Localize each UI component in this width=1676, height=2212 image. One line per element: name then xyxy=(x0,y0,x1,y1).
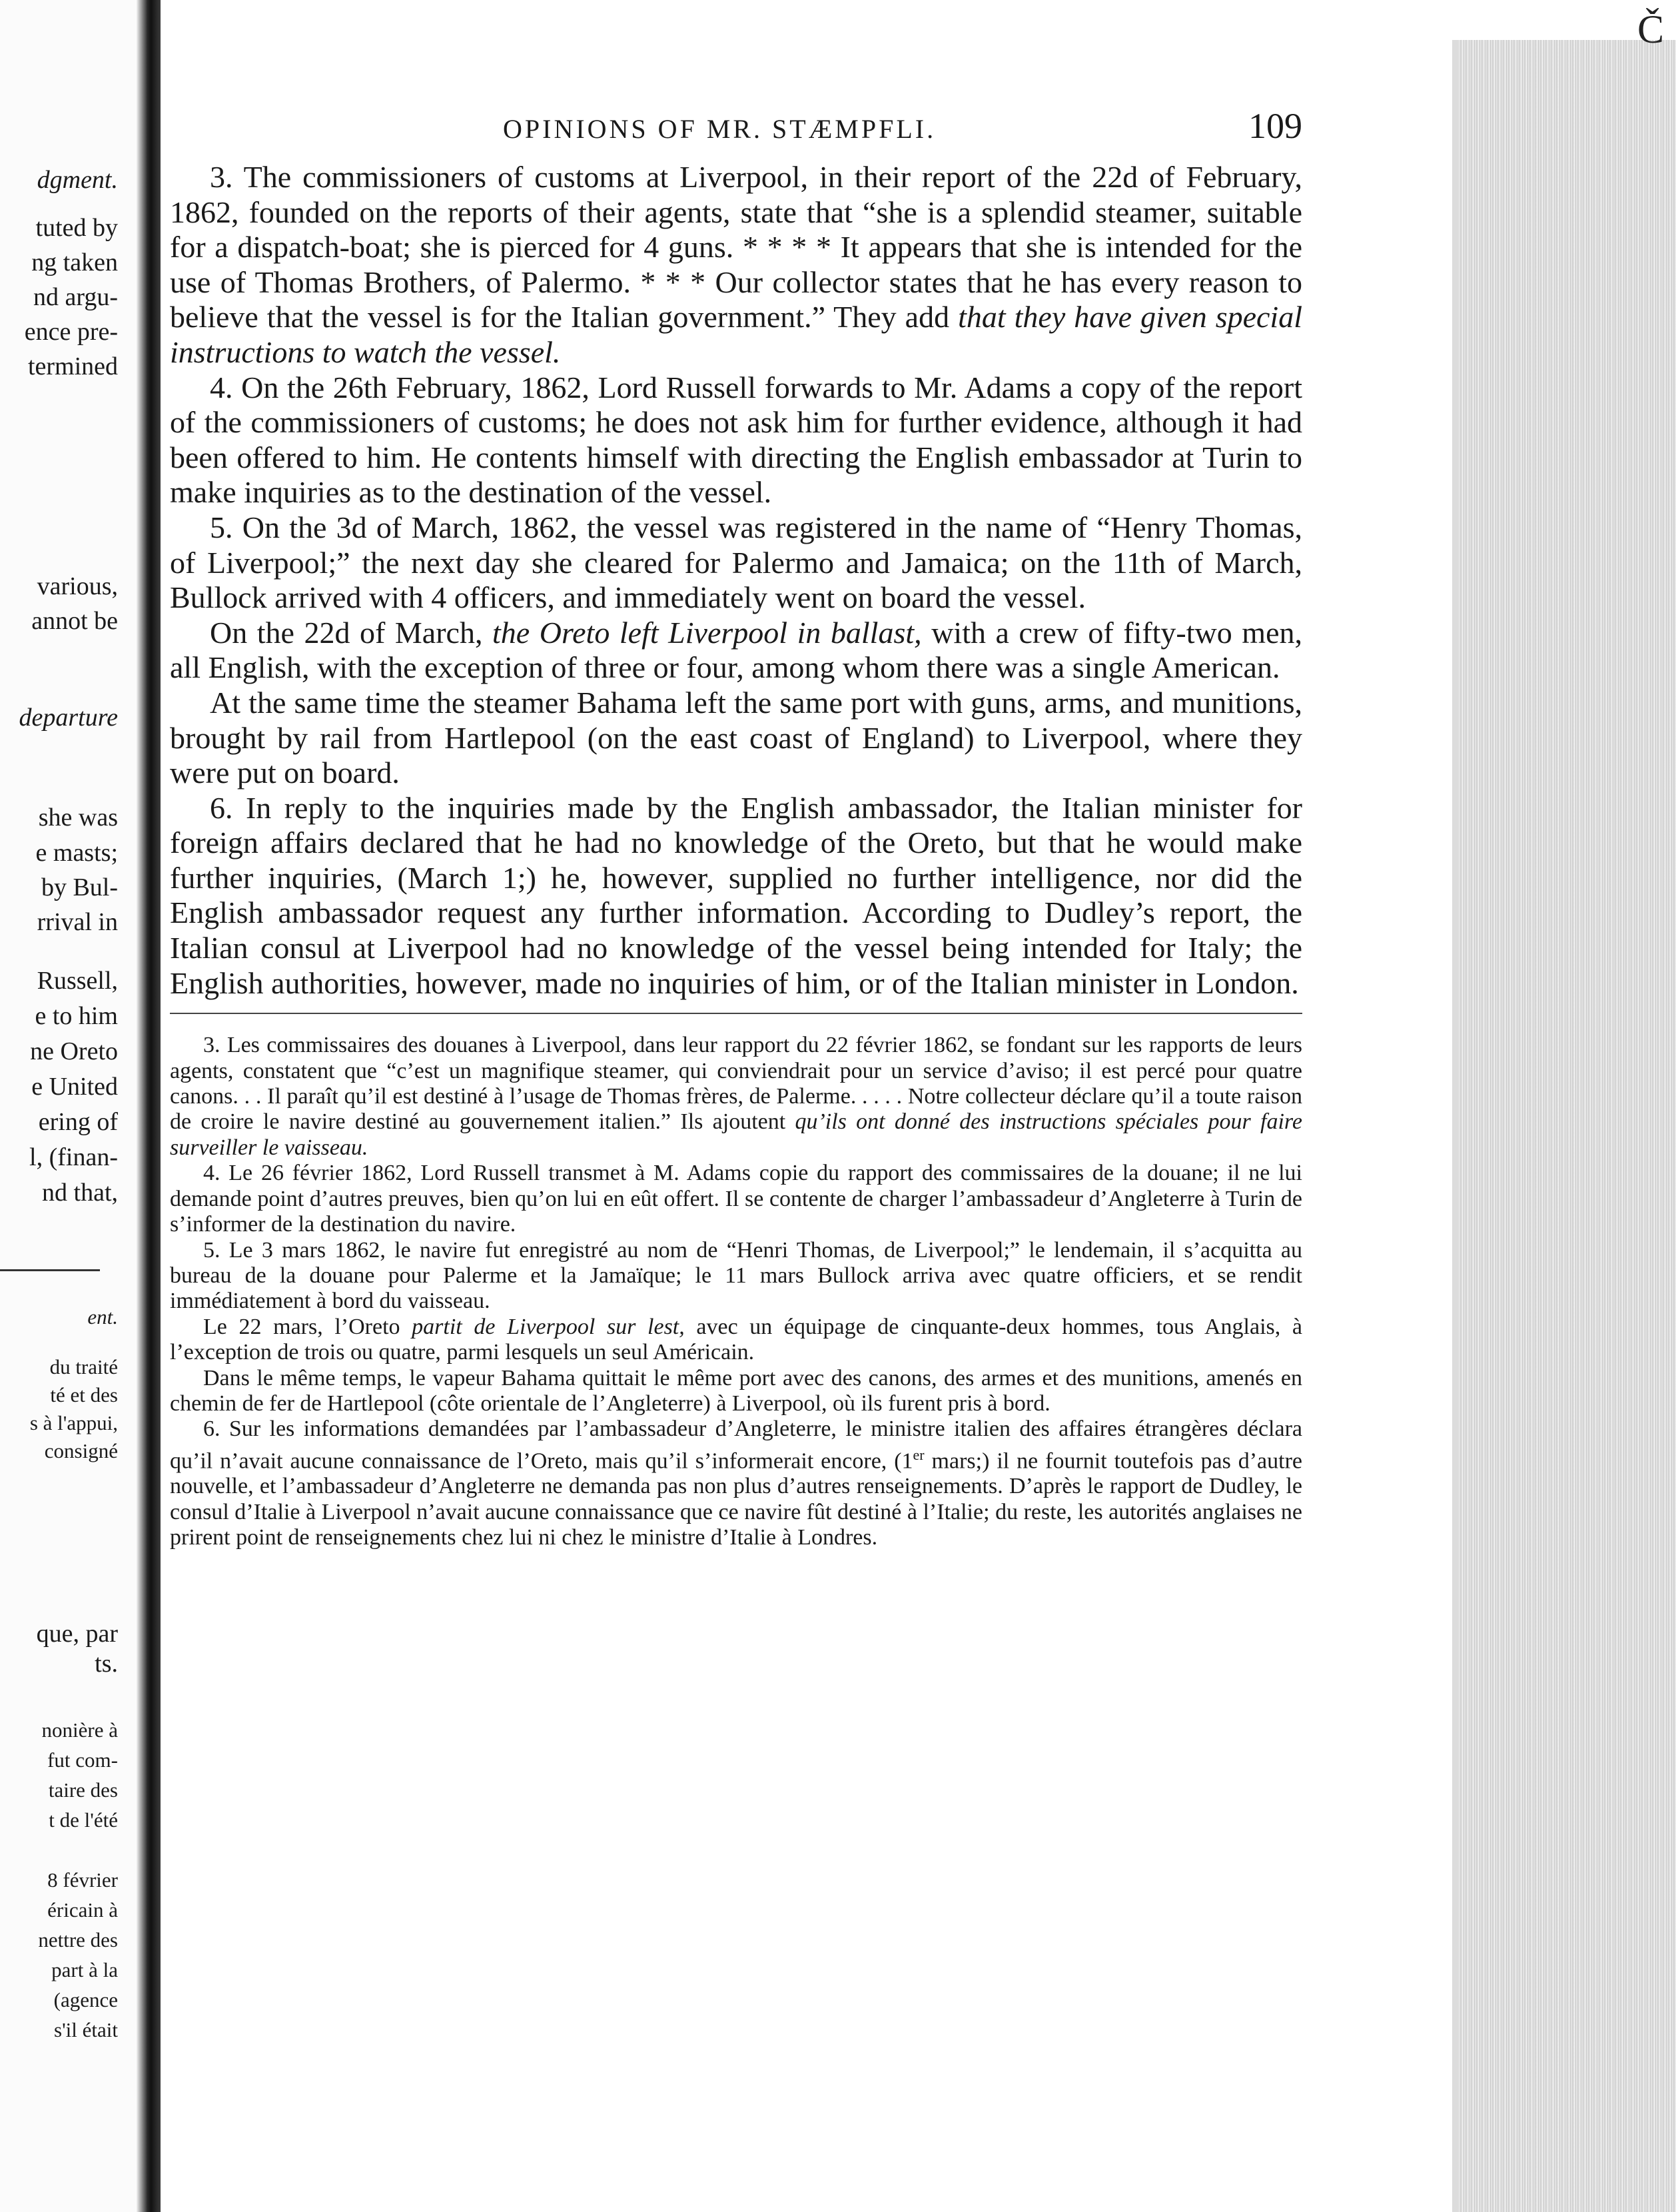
left-footnote-rule xyxy=(0,1269,100,1271)
running-head: OPINIONS OF MR. STÆMPFLI. xyxy=(503,114,937,144)
left-fragment: ts. xyxy=(95,1650,118,1678)
left-fragment: nettre des xyxy=(38,1928,118,1951)
left-page-fragments xyxy=(0,0,150,2212)
left-fragment: nd that, xyxy=(42,1179,118,1207)
paragraph-3: 3. The commissioners of customs at Liverpool, in their report of the 22d of February, 1862, founded on the reports of their agents, state that “she is a splendid steamer, suitable for a dispatch-boat; she is pierced for 4 guns. * * * * It appears that she is intended for the use of Thomas Brothers, of Palermo. * * * Our collector states that he has every reason to believe that the vessel is for the Italian government.” They add that they have given special instructions to watch the vessel. xyxy=(170,160,1302,369)
left-fragment: consigné xyxy=(44,1439,118,1462)
left-fragment: rrival in xyxy=(37,908,118,936)
left-fragment: dgment. xyxy=(37,166,118,194)
left-fragment: que, par xyxy=(36,1620,118,1648)
left-fragment: l, (finan- xyxy=(29,1143,118,1171)
left-fragment: s'il était xyxy=(54,2018,118,2041)
footnote-separator xyxy=(170,1013,1302,1014)
left-fragment: s à l'appui, xyxy=(29,1411,118,1434)
body-text xyxy=(170,160,1302,1001)
paragraph-6: 6. In reply to the inquiries made by the English ambassador, the Italian minister for foreign affairs declared that he had no knowledge of the Oreto, but that he would make further inquiries, (March 1;) he, however, supplied no further intelligence, nor did the English ambassador request any further information. According to Dudley’s report, the Italian consul at Liverpool had no knowledge of the vessel being intended for Italy; the English authorities, however, made no inquiries of him, or of the Italian minister in London. xyxy=(170,790,1302,1000)
left-fragment: Russell, xyxy=(37,967,118,995)
left-fragment: nd argu- xyxy=(33,283,118,311)
page-header xyxy=(170,100,1302,160)
paragraph-5-oreto-departure: On the 22d of March, the Oreto left Liverpool in ballast, with a crew of fifty-two men, all English, with the exception of three or four, among whom there was a single American. xyxy=(170,615,1302,685)
paragraph-5: 5. On the 3d of March, 1862, the vessel was registered in the name of “Henry Thomas, of Liverpool;” the next day she cleared for Palermo and Jamaica; on the 11th of March, Bullock arrived with 4 officers, and immediately went on board the vessel. xyxy=(170,510,1302,615)
page-edges xyxy=(1452,40,1676,2212)
left-fragment: she was xyxy=(38,804,118,831)
note-5-bahama: Dans le même temps, le vapeur Bahama quittait le même port avec des canons, des armes et des munitions, amenés en chemin de fer de Hartlepool (côte orientale de l’Angleterre) à Liverpool, où ils furent pris à bord. xyxy=(170,1365,1302,1416)
main-page xyxy=(170,100,1302,1551)
left-fragment: té et des xyxy=(50,1383,118,1406)
corner-mark: Č xyxy=(1637,7,1664,51)
note-5-oreto-departure: Le 22 mars, l’Oreto partit de Liverpool sur lest, avec un équipage de cinquante-deux hommes, tous Anglais, à l’exception de trois ou quatre, parmi lesquels un seul Américain. xyxy=(170,1314,1302,1365)
note-5: 5. Le 3 mars 1862, le navire fut enregistré au nom de “Henri Thomas, de Liverpool;” le lendemain, il s’acquitta au bureau de la douane pour Palerme et la Jamaïque; le 11 mars Bullock arriva avec quatre officiers, et se rendit immédiatement à bord du vaisseau. xyxy=(170,1237,1302,1314)
left-fragment: ne Oreto xyxy=(30,1037,118,1065)
left-fragment: annot be xyxy=(31,607,118,635)
left-fragment: t de l'été xyxy=(49,1808,118,1832)
left-fragment: ence pre- xyxy=(24,318,118,346)
paragraph-5-bahama: At the same time the steamer Bahama left the same port with guns, arms, and munitions, brought by rail from Hartlepool (on the east coast of England) to Liverpool, where they were put on board. xyxy=(170,685,1302,790)
left-fragment: ent. xyxy=(87,1305,118,1329)
page-number: 109 xyxy=(1248,106,1302,146)
left-fragment: taire des xyxy=(48,1778,118,1802)
note-6: 6. Sur les informations demandées par l’ambassadeur d’Angleterre, le ministre italien des affaires étrangères déclara qu’il n’avait aucune connaissance de l’Oreto, mais qu’il s’informerait encore, (1er mars;) il ne fournit toutefois pas d’autre nouvelle, et l’ambassadeur d’Angleterre ne demanda pas non plus d’autres renseignements. D’après le rapport de Dudley, le consul d’Italie à Liverpool n’avait aucune connaissance que ce navire fût destiné à l’Italie; du reste, les autorités anglaises ne prirent point de renseignements chez lui ni chez le ministre d’Italie à Londres. xyxy=(170,1416,1302,1550)
left-fragment: various, xyxy=(37,572,118,600)
left-fragment: ng taken xyxy=(31,249,118,276)
left-fragment: 8 février xyxy=(47,1868,118,1892)
left-fragment: e United xyxy=(31,1073,118,1101)
left-fragment: tuted by xyxy=(35,214,118,242)
paragraph-4: 4. On the 26th February, 1862, Lord Russell forwards to Mr. Adams a copy of the report of the commissioners of customs; he does not ask him for further evidence, although it had been offered to him. He contents himself with directing the English embassador at Turin to make inquiries as to the destination of the vessel. xyxy=(170,370,1302,510)
left-fragment: termined xyxy=(27,352,118,380)
left-fragment: by Bul- xyxy=(41,873,118,901)
left-fragment: e to him xyxy=(35,1002,118,1030)
french-translation xyxy=(170,1033,1302,1550)
left-fragment: ering of xyxy=(38,1108,118,1136)
note-3: 3. Les commissaires des douanes à Liverpool, dans leur rapport du 22 février 1862, se fondant sur les rapports de leurs agents, constatent que “c’est un magnifique steamer, qui conviendrait pour un service d’aviso; il est percé pour quatre canons. . . Il paraît qu’il est destiné à l’usage de Thomas frères, de Palerme. . . . . Notre collecteur déclare qu’il a toute raison de croire le navire destiné au gouvernement italien.” Ils ajoutent qu’ils ont donné des instructions spéciales pour faire surveiller le vaisseau. xyxy=(170,1033,1302,1160)
left-fragment: departure xyxy=(19,704,118,732)
left-fragment: e masts; xyxy=(35,839,118,867)
left-fragment: part à la xyxy=(51,1958,118,1981)
left-fragment: éricain à xyxy=(47,1898,118,1922)
book-gutter xyxy=(137,0,161,2212)
left-fragment: (agence xyxy=(53,1988,118,2011)
note-4: 4. Le 26 février 1862, Lord Russell transmet à M. Adams copie du rapport des commissaires de la douane; il ne lui demande point d’autres preuves, bien qu’on lui en eût offert. Il se contente de charger l’ambassadeur d’Angleterre à Turin de s’informer de la destination du navire. xyxy=(170,1161,1302,1237)
left-fragment: fut com- xyxy=(47,1748,118,1772)
left-fragment: nonière à xyxy=(41,1718,118,1742)
left-fragment: du traité xyxy=(49,1355,118,1379)
